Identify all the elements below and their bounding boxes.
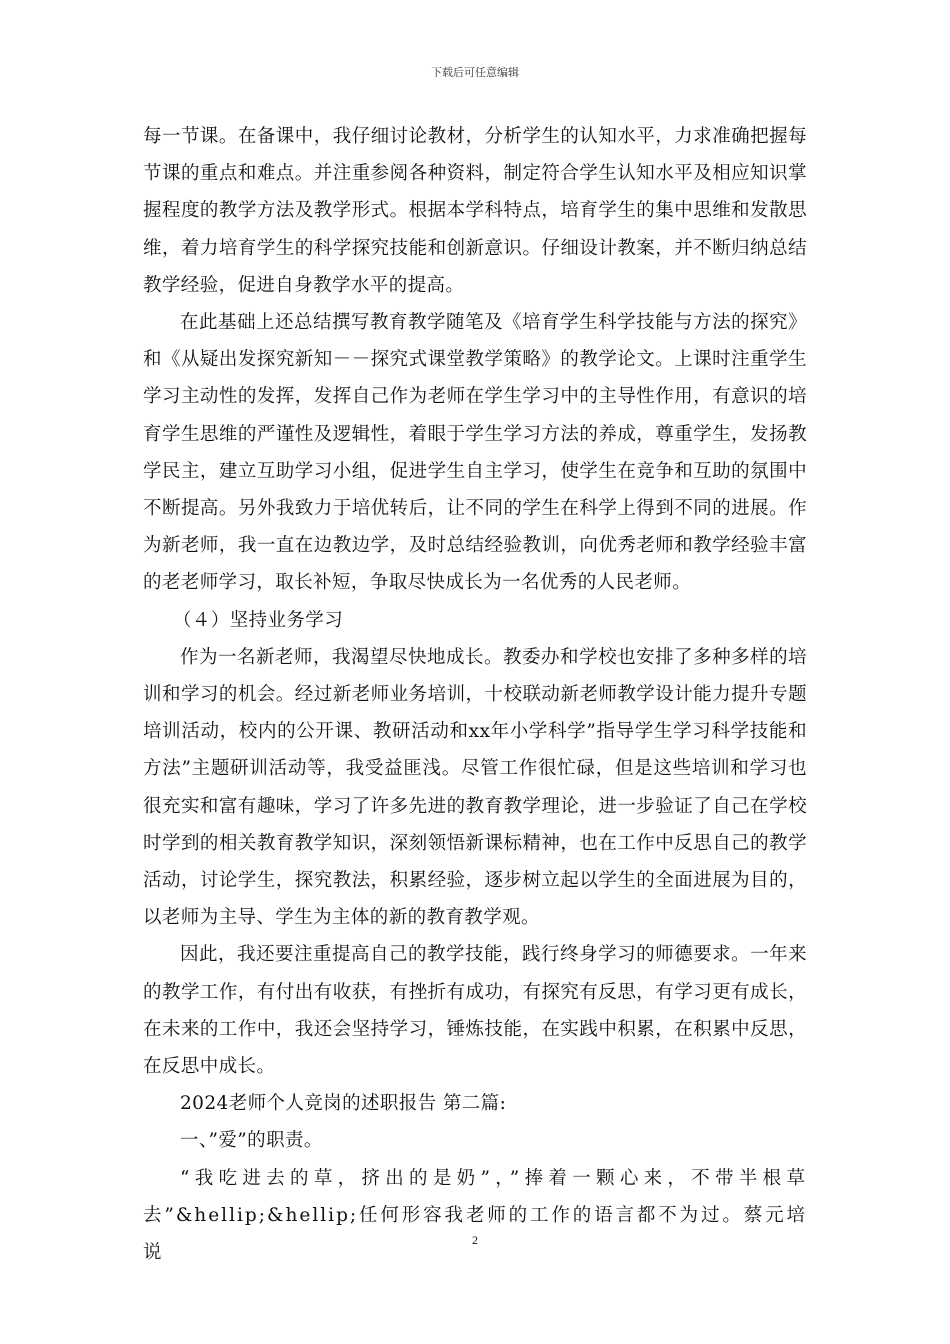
article-title: 2024老师个人竞岗的述职报告 第二篇: [180,1093,507,1115]
section-heading-4: （４）坚持业务学习 [173,609,344,631]
paragraph-4: 因此，我还要注重提高自己的教学技能，践行终身学习的师德要求。一年来的教学工作，有付出有收获，有挫折有成功，有探究有反思，有学习更有成长，在未来的工作中，我还会坚持学习，锤炼技能，在实践中积累，在积累中反思，在反思中成长。 [143,944,807,1078]
section-heading-1: 一、”爱”的职责。 [180,1130,323,1152]
page-header: 下载后可任意编辑 [431,66,519,79]
paragraph-2: 在此基础上还总结撰写教育教学随笔及《培育学生科学技能与方法的探究》和《从疑出发探究新知－－探究式课堂教学策略》的教学论文。上课时注重学生学习主动性的发挥，发挥自己作为老师在学生学习中的主导性作用，有意识的培育学生思维的严谨性及逻辑性，着眼于学生学习方法的养成，尊重学生，发扬教学民主，建立互助学习小组，促进学生自主学习，使学生在竞争和互助的氛围中不断提高。另外我致力于培优转后，让不同的学生在科学上得到不同的进展。作为新老师，我一直在边教边学，及时总结经验教训，向优秀老师和教学经验丰富的老老师学习，取长补短，争取尽快成长为一名优秀的人民老师。 [143,312,807,594]
page-number: 2 [472,1233,478,1247]
paragraph-3: 作为一名新老师，我渴望尽快地成长。教委办和学校也安排了多种多样的培训和学习的机会。经过新老师业务培训，十校联动新老师教学设计能力提升专题培训活动，校内的公开课、教研活动和xx年小学科学”指导学生学习科学技能和方法”主题研训活动等，我受益匪浅。尽管工作很忙碌，但是这些培训和学习也很充实和富有趣味，学习了许多先进的教育教学理论，进一步验证了自己在学校时学到的相关教育教学知识，深刻领悟新课标精神，也在工作中反思自己的教学活动，讨论学生，探究教法，积累经验，逐步树立起以学生的全面进展为目的，以老师为主导、学生为主体的新的教育教学观。 [143,646,807,929]
document-body [143,118,807,1271]
paragraph-5: “我吃进去的草，挤出的是奶”，”捧着一颗心来，不带半根草去”&hellip;&hellip;任何形容我老师的工作的语言都不为过。蔡元培说 [143,1167,807,1264]
paragraph-1: 每一节课。在备课中，我仔细讨论教材，分析学生的认知水平，力求准确把握每节课的重点和难点。并注重参阅各种资料，制定符合学生认知水平及相应知识掌握程度的教学方法及教学形式。根据本学科特点，培育学生的集中思维和发散思维，着力培育学生的科学探究技能和创新意识。仔细设计教案，并不断归纳总结教学经验，促进自身教学水平的提高。 [143,126,807,296]
